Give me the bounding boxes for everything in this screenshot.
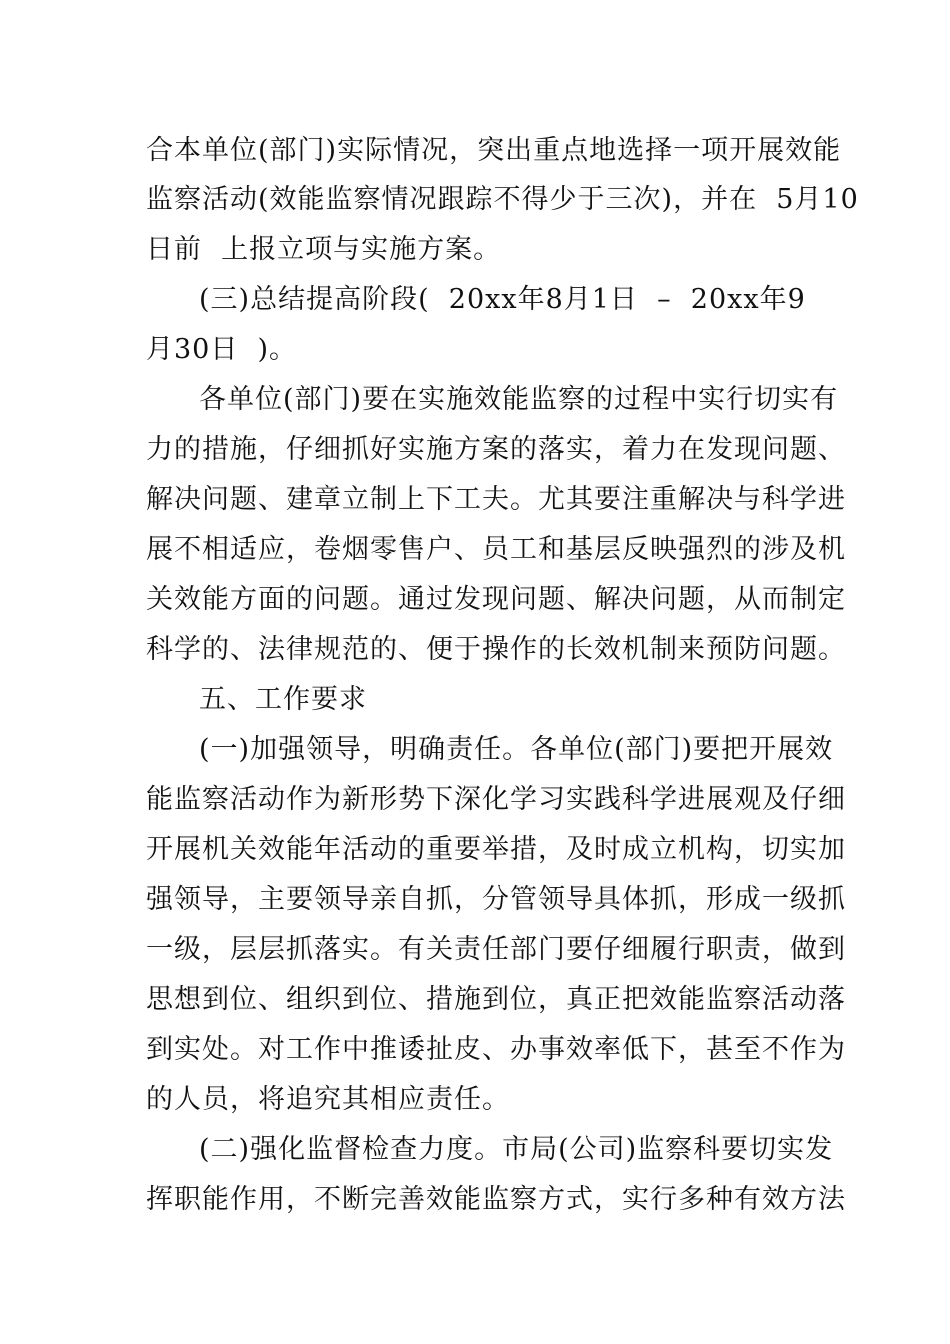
- text-line: 监察活动(效能监察情况跟踪不得少于三次)，并在 5月10: [146, 184, 859, 215]
- text-line: 日前 上报立项与实施方案。: [146, 234, 502, 265]
- text-line: 能监察活动作为新形势下深化学习实践科学进展观及仔细: [146, 784, 846, 815]
- text-line: 各单位(部门)要在实施效能监察的过程中实行切实有: [199, 384, 839, 415]
- text-line: 科学的、法律规范的、便于操作的长效机制来预防问题。: [146, 634, 846, 665]
- text-line: 月30日 )。: [146, 334, 298, 365]
- text-line: 思想到位、组织到位、措施到位，真正把效能监察活动落: [146, 984, 846, 1015]
- text-line: 开展机关效能年活动的重要举措，及时成立机构，切实加: [146, 834, 846, 865]
- text-line: 到实处。对工作中推诿扯皮、办事效率低下，甚至不作为: [146, 1034, 846, 1065]
- text-line: 一级，层层抓落实。有关责任部门要仔细履行职责，做到: [146, 934, 846, 965]
- text-line: 合本单位(部门)实际情况，突出重点地选择一项开展效能: [146, 135, 842, 166]
- text-line: 的人员，将追究其相应责任。: [146, 1084, 510, 1115]
- text-line: (二)强化监督检查力度。市局(公司)监察科要切实发: [199, 1134, 834, 1165]
- text-line: 挥职能作用，不断完善效能监察方式，实行多种有效方法: [146, 1184, 846, 1215]
- text-line: 强领导，主要领导亲自抓，分管领导具体抓，形成一级抓: [146, 884, 846, 915]
- text-line: (三)总结提高阶段( 20xx年8月1日 – 20xx年9: [199, 284, 806, 315]
- text-line: 展不相适应，卷烟零售户、员工和基层反映强烈的涉及机: [146, 534, 846, 565]
- text-line: 力的措施，仔细抓好实施方案的落实，着力在发现问题、: [146, 434, 846, 465]
- text-line: 关效能方面的问题。通过发现问题、解决问题，从而制定: [146, 584, 846, 615]
- section-heading: 五、工作要求: [199, 684, 367, 715]
- text-line: 解决问题、建章立制上下工夫。尤其要注重解决与科学进: [146, 484, 846, 515]
- text-line: (一)加强领导，明确责任。各单位(部门)要把开展效: [199, 734, 834, 765]
